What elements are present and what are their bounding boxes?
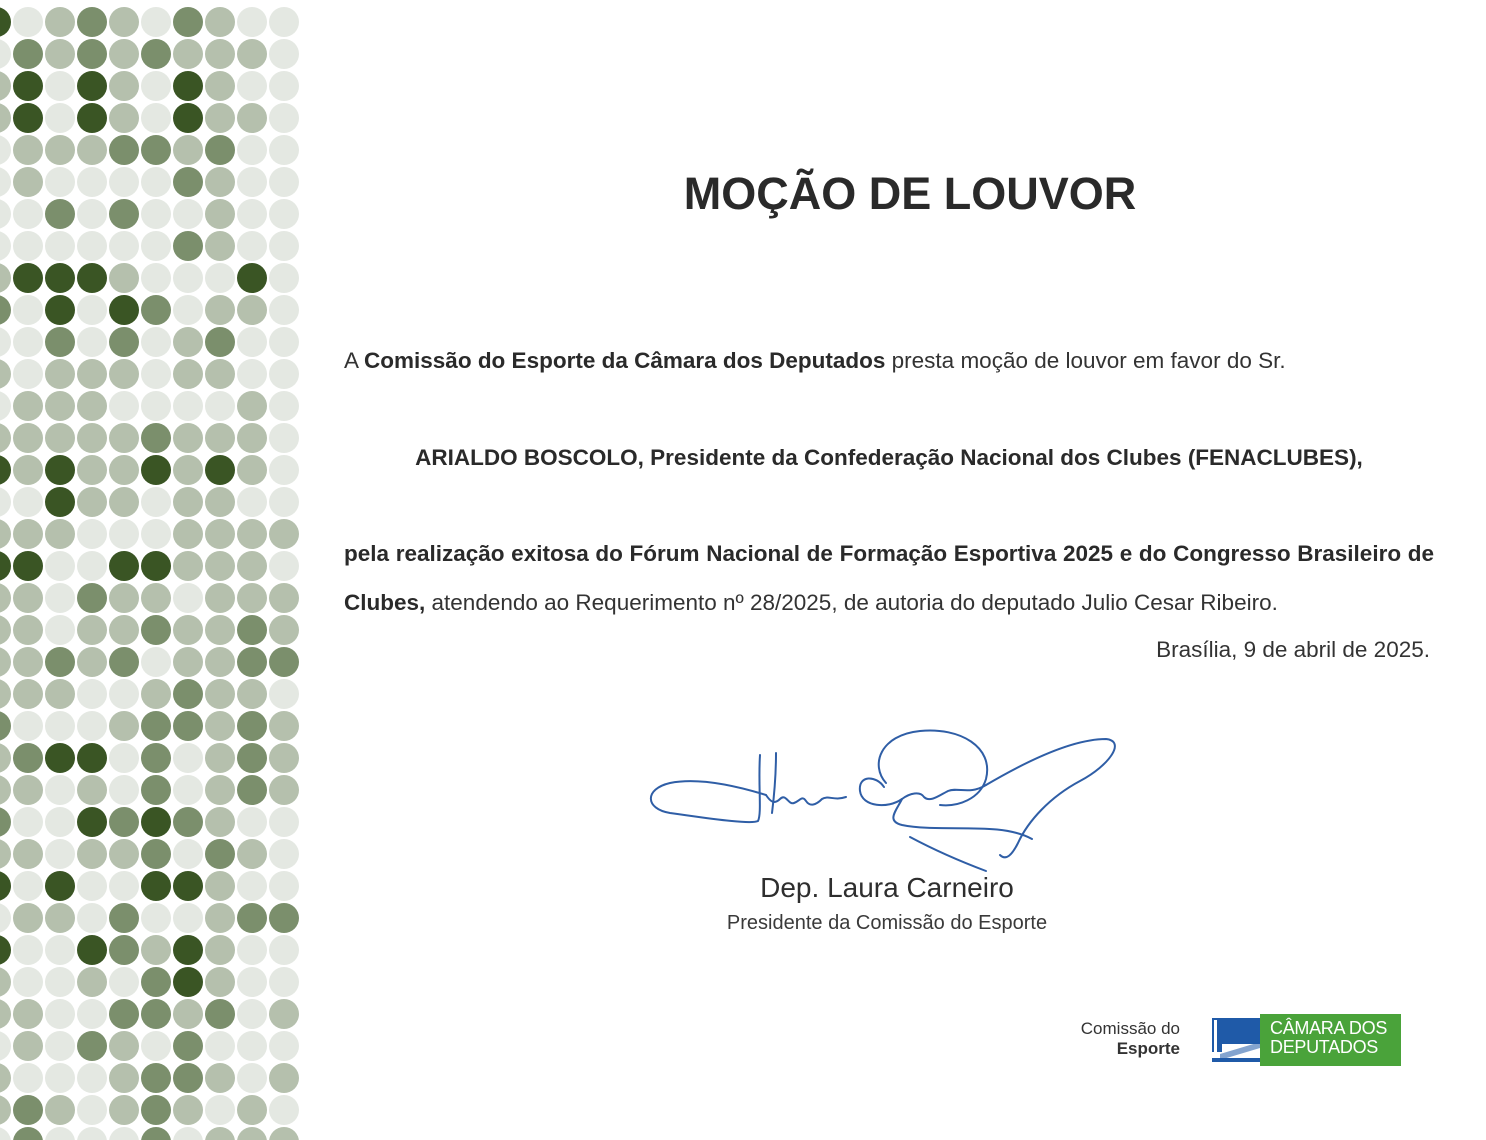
intro-paragraph — [344, 336, 1434, 385]
camara-line-2: DEPUTADOS — [1270, 1037, 1378, 1057]
intro-suffix: presta moção de louvor em favor do Sr. — [885, 348, 1286, 373]
signer-name: Dep. Laura Carneiro — [760, 872, 1014, 903]
camara-line-1: CÂMARA DOS — [1270, 1018, 1388, 1038]
intro-committee-name: Comissão do Esporte da Câmara dos Deputados — [364, 348, 886, 373]
honoree-line: ARIALDO BOSCOLO, Presidente da Confederação Nacional dos Clubes (FENACLUBES), — [415, 445, 1363, 470]
place-date: Brasília, 9 de abril de 2025. — [1156, 637, 1430, 662]
handwritten-signature — [640, 725, 1130, 875]
intro-prefix: A — [344, 348, 365, 373]
committee-line-2: Esporte — [1116, 1039, 1180, 1058]
camara-logo-text — [1270, 1019, 1387, 1057]
signer-role: Presidente da Comissão do Esporte — [726, 912, 1048, 934]
reason-paragraph — [344, 529, 1434, 627]
camara-building-icon — [1208, 1014, 1260, 1066]
committee-line-1: Comissão do — [1080, 1019, 1180, 1038]
reason-bold: pela realização exitosa do Fórum Nacional de Formação Esportiva 2025 e do Congresso Brasileiro de Clubes, — [344, 541, 1434, 615]
document-title: MOÇÃO DE LOUVOR — [683, 168, 1137, 219]
committee-logo-text — [1040, 1019, 1180, 1059]
reason-rest: atendendo ao Requerimento nº 28/2025, de autoria do deputado Julio Cesar Ribeiro. — [425, 590, 1278, 615]
camara-dos-deputados-logo — [1208, 1014, 1401, 1066]
